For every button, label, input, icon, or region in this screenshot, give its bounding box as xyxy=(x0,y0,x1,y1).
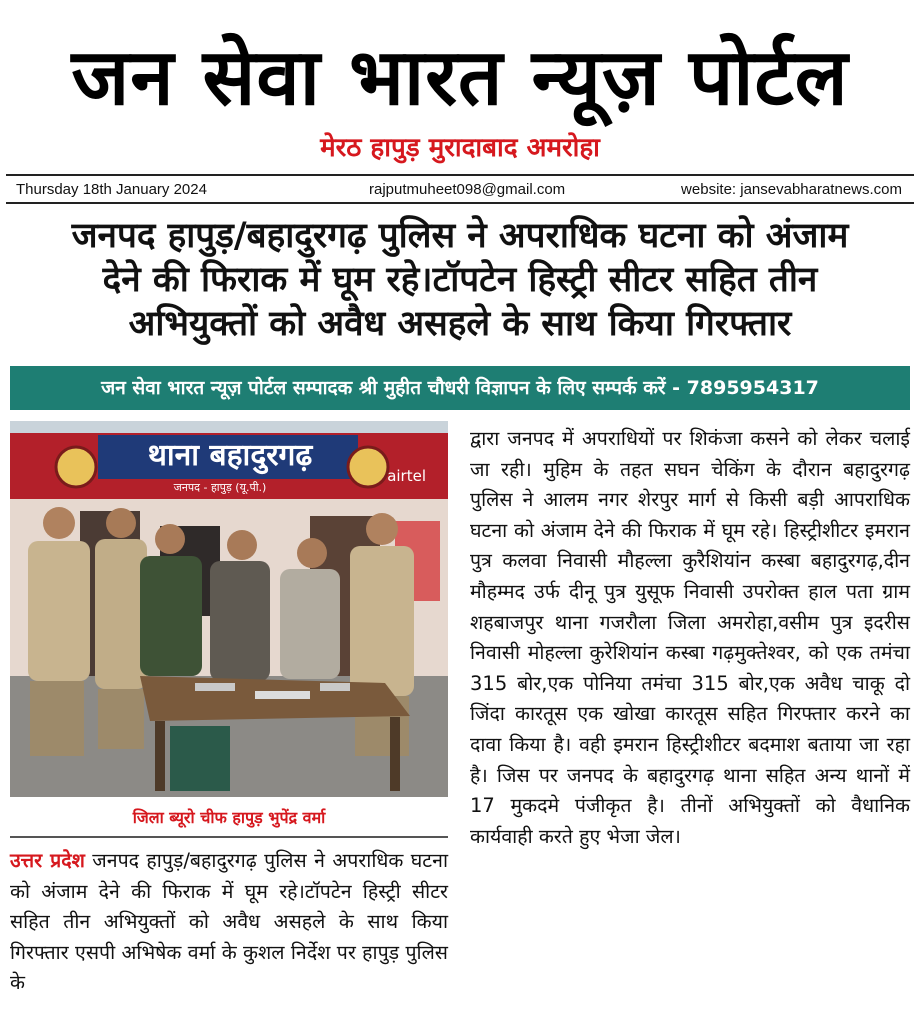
headline-line-3: अभियुक्तों को अवैध असहले के साथ किया गिरफ्तार xyxy=(128,304,792,344)
station-sign-text: थाना बहादुरगढ़ xyxy=(147,438,313,473)
headline xyxy=(0,214,920,346)
portal-title: जन सेवा भारत न्यूज़ पोर्टल xyxy=(71,33,849,123)
masthead xyxy=(0,0,920,174)
caption-divider xyxy=(10,836,448,838)
article-column-left xyxy=(10,846,448,999)
news-photo xyxy=(10,421,448,797)
station-sign-subtext: जनपद - हापुड़ (यू.पी.) xyxy=(173,481,267,494)
editor-contact-banner: जन सेवा भारत न्यूज़ पोर्टल सम्पादक श्री मुहीत चौधरी विज्ञापन के लिए सम्पर्क करें - 7895954317 xyxy=(10,366,910,410)
article-left-text: जनपद हापुड़/बहादुरगढ़ पुलिस ने अपराधिक घटना को अंजाम देने की फिराक में घूम रहे।टॉपटेन हिस्ट्री सीटर सहित तीन अभियुक्तों को अवैध असहले के साथ किया गिरफ्तार एसपी अभिषेक वर्मा के कुशल निर्देश पर हापुड़ पुलिस के xyxy=(10,849,448,995)
contact-email: rajputmuheet098@gmail.com xyxy=(369,181,566,198)
headline-line-1: जनपद हापुड़/बहादुरगढ़ पुलिस ने अपराधिक घटना को अंजाम xyxy=(71,216,849,256)
article-column-right: द्वारा जनपद में अपराधियों पर शिकंजा कसने को लेकर चलाई जा रही। मुहिम के तहत सघन चेकिंग के दौरान बहादुरगढ़ पुलिस ने आलम नगर शेरपुर मार्ग से किसी बड़ी आपराधिक घटना को अंजाम देने की फिराक में घूम रहे। हिस्ट्रीशीटर इमरान पुत्र कलवा निवासी मौहल्ला कुरैशियांन कस्बा बहादुरगढ़,दीन मौहम्मद उर्फ दीनू पुत्र युसूफ निवासी उपरोक्त हाल पता ग्राम शहबाजपुर थाना गजरौला जिला अमरोहा,वसीम पुत्र इदरीस निवासी मोहल्ला कुरेशियांन कस्बा गढ़मुक्तेश्वर, को एक तमंचा 315 बोर,एक पोनिया तमंचा 315 बोर,एक अवैध चाकू दो जिंदा कारतूस एक खोखा कारतूस सहित गिरफ्तार करने का दावा किया है। वही इमरान हिस्ट्रीशीटर बदमाश बताया जा रहा है। जिस पर जनपद के बहादुरगढ़ थाना सहित अन्य थानों में 17 मुकदमे पंजीकृत है। तीनों अभियुक्तों को वैधानिक कार्यवाही करते हुए भेजा जेल। xyxy=(470,427,910,848)
region-subtitle: मेरठ हापुड़ मुरादाबाद अमरोहा xyxy=(320,133,600,163)
publish-date: Thursday 18th January 2024 xyxy=(16,181,207,198)
website-address: website: jansevabharatnews.com xyxy=(681,181,902,198)
info-bar xyxy=(6,174,914,204)
shop-sign-text: airtel xyxy=(387,467,426,485)
article-kicker: उत्तर प्रदेश xyxy=(10,849,85,872)
photo-caption: जिला ब्यूरो चीफ हापुड़ भुपेंद्र वर्मा xyxy=(132,808,326,827)
headline-line-2: देने की फिराक में घूम रहे।टॉपटेन हिस्ट्री सीटर सहित तीन xyxy=(102,260,818,300)
